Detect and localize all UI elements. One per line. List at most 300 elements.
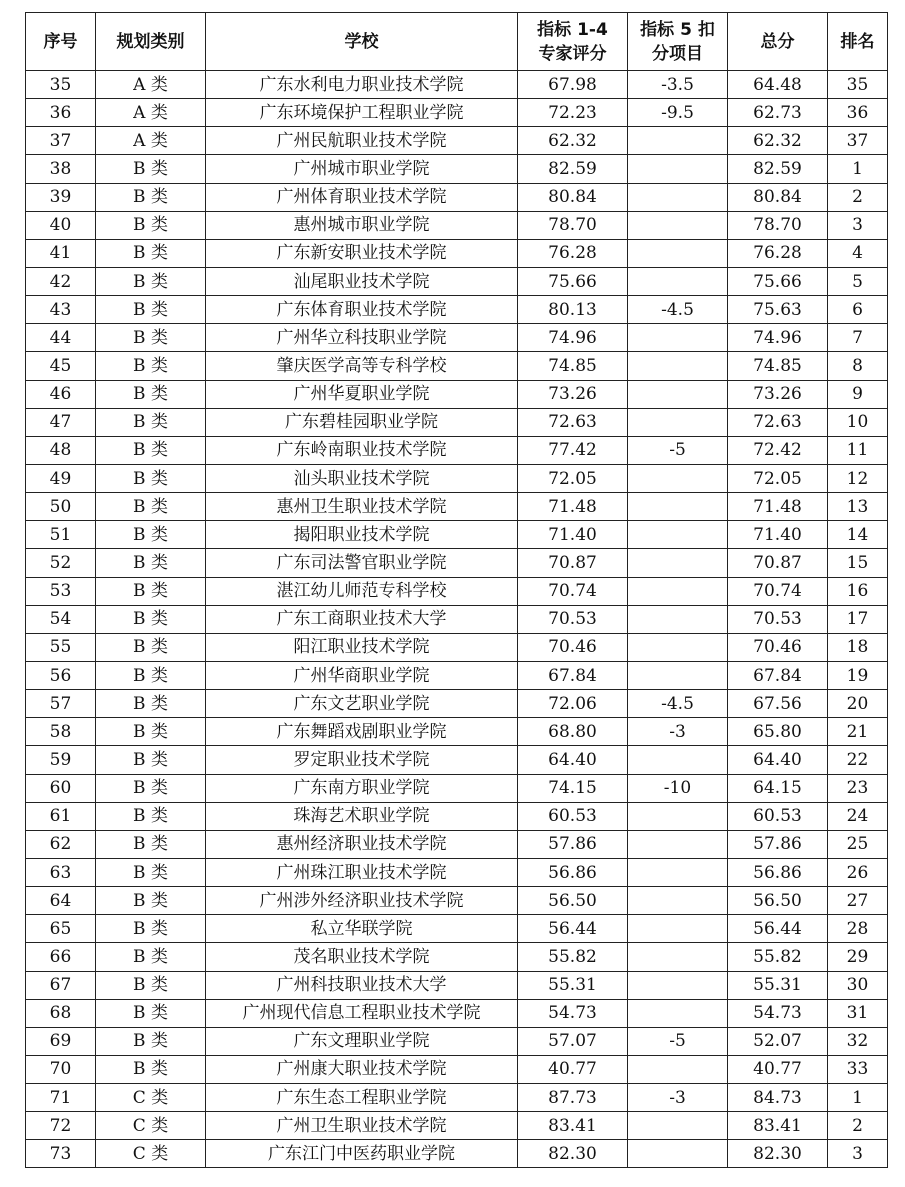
cell-school: 广州体育职业技术学院 xyxy=(206,183,518,211)
cell-score14: 80.13 xyxy=(518,296,628,324)
cell-deduct: -9.5 xyxy=(628,99,728,127)
cell-total: 83.41 xyxy=(728,1112,828,1140)
cell-deduct xyxy=(628,493,728,521)
cell-category: B 类 xyxy=(96,211,206,239)
table-row xyxy=(26,661,888,689)
cell-school: 广州华商职业学院 xyxy=(206,661,518,689)
cell-school: 广东司法警官职业学院 xyxy=(206,549,518,577)
cell-no: 58 xyxy=(26,718,96,746)
cell-school: 阳江职业技术学院 xyxy=(206,633,518,661)
cell-score14: 87.73 xyxy=(518,1084,628,1112)
cell-no: 68 xyxy=(26,999,96,1027)
table-row xyxy=(26,99,888,127)
cell-school: 罗定职业技术学院 xyxy=(206,746,518,774)
cell-total: 70.74 xyxy=(728,577,828,605)
cell-school: 茂名职业技术学院 xyxy=(206,943,518,971)
cell-total: 56.50 xyxy=(728,887,828,915)
cell-category: B 类 xyxy=(96,661,206,689)
cell-rank: 5 xyxy=(828,267,888,295)
cell-total: 82.30 xyxy=(728,1140,828,1168)
cell-total: 55.31 xyxy=(728,971,828,999)
cell-no: 46 xyxy=(26,380,96,408)
cell-no: 73 xyxy=(26,1140,96,1168)
cell-rank: 31 xyxy=(828,999,888,1027)
cell-school: 广州华立科技职业学院 xyxy=(206,324,518,352)
cell-deduct: -10 xyxy=(628,774,728,802)
cell-category: C 类 xyxy=(96,1084,206,1112)
cell-rank: 9 xyxy=(828,380,888,408)
table-row xyxy=(26,690,888,718)
header-score14-line2: 专家评分 xyxy=(538,43,607,64)
header-no: 序号 xyxy=(26,13,96,71)
table-row xyxy=(26,999,888,1027)
cell-school: 私立华联学院 xyxy=(206,915,518,943)
cell-school: 惠州经济职业技术学院 xyxy=(206,830,518,858)
cell-rank: 20 xyxy=(828,690,888,718)
cell-no: 66 xyxy=(26,943,96,971)
cell-no: 67 xyxy=(26,971,96,999)
table-row xyxy=(26,718,888,746)
cell-deduct xyxy=(628,464,728,492)
cell-deduct xyxy=(628,352,728,380)
cell-rank: 24 xyxy=(828,802,888,830)
cell-deduct xyxy=(628,521,728,549)
cell-rank: 14 xyxy=(828,521,888,549)
cell-score14: 82.30 xyxy=(518,1140,628,1168)
table-row xyxy=(26,493,888,521)
cell-category: B 类 xyxy=(96,549,206,577)
cell-score14: 71.40 xyxy=(518,521,628,549)
cell-no: 35 xyxy=(26,71,96,99)
cell-score14: 56.86 xyxy=(518,858,628,886)
header-score14 xyxy=(518,13,628,71)
cell-deduct xyxy=(628,380,728,408)
cell-category: B 类 xyxy=(96,999,206,1027)
cell-score14: 55.82 xyxy=(518,943,628,971)
cell-score14: 76.28 xyxy=(518,239,628,267)
cell-total: 40.77 xyxy=(728,1055,828,1083)
cell-rank: 18 xyxy=(828,633,888,661)
cell-category: A 类 xyxy=(96,99,206,127)
cell-school: 广东江门中医药职业学院 xyxy=(206,1140,518,1168)
cell-score14: 70.53 xyxy=(518,605,628,633)
cell-school: 揭阳职业技术学院 xyxy=(206,521,518,549)
cell-total: 75.66 xyxy=(728,267,828,295)
cell-deduct xyxy=(628,1112,728,1140)
cell-no: 39 xyxy=(26,183,96,211)
cell-category: B 类 xyxy=(96,830,206,858)
table-row xyxy=(26,1112,888,1140)
cell-score14: 72.63 xyxy=(518,408,628,436)
cell-deduct xyxy=(628,408,728,436)
table-row xyxy=(26,605,888,633)
cell-score14: 56.44 xyxy=(518,915,628,943)
cell-no: 63 xyxy=(26,858,96,886)
cell-total: 72.63 xyxy=(728,408,828,436)
cell-category: B 类 xyxy=(96,915,206,943)
cell-rank: 13 xyxy=(828,493,888,521)
cell-no: 51 xyxy=(26,521,96,549)
cell-score14: 78.70 xyxy=(518,211,628,239)
table-row xyxy=(26,1140,888,1168)
cell-rank: 3 xyxy=(828,1140,888,1168)
cell-category: B 类 xyxy=(96,943,206,971)
cell-school: 汕尾职业技术学院 xyxy=(206,267,518,295)
cell-rank: 6 xyxy=(828,296,888,324)
cell-score14: 70.74 xyxy=(518,577,628,605)
cell-score14: 67.98 xyxy=(518,71,628,99)
header-category: 规划类别 xyxy=(96,13,206,71)
table-row xyxy=(26,746,888,774)
header-deduct-line1: 指标 5 扣 xyxy=(640,19,715,40)
cell-school: 广州康大职业技术学院 xyxy=(206,1055,518,1083)
cell-score14: 72.06 xyxy=(518,690,628,718)
cell-school: 广东舞蹈戏剧职业学院 xyxy=(206,718,518,746)
cell-school: 珠海艺术职业学院 xyxy=(206,802,518,830)
header-deduct xyxy=(628,13,728,71)
table-row xyxy=(26,858,888,886)
cell-category: B 类 xyxy=(96,521,206,549)
cell-total: 73.26 xyxy=(728,380,828,408)
cell-score14: 74.96 xyxy=(518,324,628,352)
cell-rank: 17 xyxy=(828,605,888,633)
cell-category: B 类 xyxy=(96,464,206,492)
cell-no: 57 xyxy=(26,690,96,718)
cell-no: 60 xyxy=(26,774,96,802)
cell-category: B 类 xyxy=(96,408,206,436)
table-row xyxy=(26,183,888,211)
cell-school: 广东工商职业技术大学 xyxy=(206,605,518,633)
table-row xyxy=(26,408,888,436)
table-row xyxy=(26,802,888,830)
cell-total: 78.70 xyxy=(728,211,828,239)
cell-deduct xyxy=(628,155,728,183)
cell-total: 72.42 xyxy=(728,436,828,464)
cell-rank: 36 xyxy=(828,99,888,127)
table-row xyxy=(26,436,888,464)
cell-school: 广东文理职业学院 xyxy=(206,1027,518,1055)
table-row xyxy=(26,155,888,183)
cell-no: 70 xyxy=(26,1055,96,1083)
ranking-table xyxy=(25,12,888,1168)
cell-total: 56.44 xyxy=(728,915,828,943)
cell-no: 53 xyxy=(26,577,96,605)
cell-score14: 62.32 xyxy=(518,127,628,155)
cell-school: 广东水利电力职业技术学院 xyxy=(206,71,518,99)
cell-total: 70.87 xyxy=(728,549,828,577)
cell-deduct xyxy=(628,605,728,633)
cell-school: 广东南方职业学院 xyxy=(206,774,518,802)
table-row xyxy=(26,774,888,802)
cell-total: 64.48 xyxy=(728,71,828,99)
cell-total: 62.73 xyxy=(728,99,828,127)
cell-total: 57.86 xyxy=(728,830,828,858)
cell-no: 65 xyxy=(26,915,96,943)
cell-category: B 类 xyxy=(96,296,206,324)
cell-school: 广州城市职业学院 xyxy=(206,155,518,183)
table-row xyxy=(26,1027,888,1055)
cell-school: 汕头职业技术学院 xyxy=(206,464,518,492)
cell-rank: 1 xyxy=(828,1084,888,1112)
cell-category: B 类 xyxy=(96,577,206,605)
cell-no: 52 xyxy=(26,549,96,577)
cell-no: 45 xyxy=(26,352,96,380)
cell-rank: 16 xyxy=(828,577,888,605)
cell-school: 广东环境保护工程职业学院 xyxy=(206,99,518,127)
cell-deduct xyxy=(628,127,728,155)
cell-total: 67.56 xyxy=(728,690,828,718)
cell-total: 54.73 xyxy=(728,999,828,1027)
cell-total: 67.84 xyxy=(728,661,828,689)
cell-no: 72 xyxy=(26,1112,96,1140)
cell-school: 广东新安职业技术学院 xyxy=(206,239,518,267)
header-row xyxy=(26,13,888,71)
cell-category: B 类 xyxy=(96,887,206,915)
cell-rank: 37 xyxy=(828,127,888,155)
cell-score14: 70.46 xyxy=(518,633,628,661)
cell-deduct xyxy=(628,267,728,295)
cell-category: B 类 xyxy=(96,605,206,633)
cell-total: 80.84 xyxy=(728,183,828,211)
cell-total: 82.59 xyxy=(728,155,828,183)
table-row xyxy=(26,521,888,549)
cell-category: B 类 xyxy=(96,746,206,774)
cell-score14: 64.40 xyxy=(518,746,628,774)
cell-rank: 28 xyxy=(828,915,888,943)
cell-deduct xyxy=(628,971,728,999)
cell-total: 74.85 xyxy=(728,352,828,380)
cell-rank: 27 xyxy=(828,887,888,915)
cell-rank: 7 xyxy=(828,324,888,352)
cell-no: 38 xyxy=(26,155,96,183)
cell-no: 54 xyxy=(26,605,96,633)
cell-deduct xyxy=(628,802,728,830)
cell-total: 74.96 xyxy=(728,324,828,352)
cell-school: 广东生态工程职业学院 xyxy=(206,1084,518,1112)
cell-category: B 类 xyxy=(96,380,206,408)
cell-rank: 10 xyxy=(828,408,888,436)
table-body xyxy=(26,71,888,1168)
cell-category: B 类 xyxy=(96,239,206,267)
cell-deduct: -5 xyxy=(628,436,728,464)
cell-rank: 15 xyxy=(828,549,888,577)
cell-no: 36 xyxy=(26,99,96,127)
cell-score14: 72.23 xyxy=(518,99,628,127)
cell-deduct: -3 xyxy=(628,1084,728,1112)
cell-total: 71.40 xyxy=(728,521,828,549)
cell-total: 56.86 xyxy=(728,858,828,886)
cell-no: 44 xyxy=(26,324,96,352)
cell-score14: 82.59 xyxy=(518,155,628,183)
cell-total: 70.53 xyxy=(728,605,828,633)
cell-deduct xyxy=(628,183,728,211)
cell-deduct xyxy=(628,887,728,915)
cell-deduct: -3.5 xyxy=(628,71,728,99)
cell-category: B 类 xyxy=(96,324,206,352)
table-row xyxy=(26,943,888,971)
cell-score14: 75.66 xyxy=(518,267,628,295)
cell-rank: 33 xyxy=(828,1055,888,1083)
cell-school: 惠州城市职业学院 xyxy=(206,211,518,239)
cell-score14: 72.05 xyxy=(518,464,628,492)
cell-score14: 56.50 xyxy=(518,887,628,915)
cell-deduct xyxy=(628,549,728,577)
cell-no: 69 xyxy=(26,1027,96,1055)
header-rank: 排名 xyxy=(828,13,888,71)
cell-school: 肇庆医学高等专科学校 xyxy=(206,352,518,380)
cell-score14: 77.42 xyxy=(518,436,628,464)
cell-category: A 类 xyxy=(96,127,206,155)
cell-no: 50 xyxy=(26,493,96,521)
cell-no: 41 xyxy=(26,239,96,267)
cell-category: B 类 xyxy=(96,774,206,802)
cell-school: 广东岭南职业技术学院 xyxy=(206,436,518,464)
cell-rank: 3 xyxy=(828,211,888,239)
table-row xyxy=(26,267,888,295)
cell-deduct xyxy=(628,858,728,886)
cell-rank: 2 xyxy=(828,1112,888,1140)
cell-deduct xyxy=(628,1140,728,1168)
cell-category: B 类 xyxy=(96,1027,206,1055)
cell-category: B 类 xyxy=(96,352,206,380)
cell-score14: 74.85 xyxy=(518,352,628,380)
cell-rank: 12 xyxy=(828,464,888,492)
cell-rank: 26 xyxy=(828,858,888,886)
cell-total: 75.63 xyxy=(728,296,828,324)
cell-school: 广州民航职业技术学院 xyxy=(206,127,518,155)
cell-rank: 22 xyxy=(828,746,888,774)
cell-deduct xyxy=(628,324,728,352)
cell-no: 61 xyxy=(26,802,96,830)
cell-total: 76.28 xyxy=(728,239,828,267)
table-row xyxy=(26,971,888,999)
cell-category: B 类 xyxy=(96,493,206,521)
cell-score14: 57.86 xyxy=(518,830,628,858)
table-row xyxy=(26,127,888,155)
cell-rank: 23 xyxy=(828,774,888,802)
header-total: 总分 xyxy=(728,13,828,71)
cell-school: 广州现代信息工程职业技术学院 xyxy=(206,999,518,1027)
cell-deduct xyxy=(628,999,728,1027)
cell-score14: 71.48 xyxy=(518,493,628,521)
cell-deduct xyxy=(628,661,728,689)
cell-score14: 40.77 xyxy=(518,1055,628,1083)
cell-category: B 类 xyxy=(96,155,206,183)
cell-total: 64.40 xyxy=(728,746,828,774)
cell-deduct xyxy=(628,577,728,605)
cell-no: 49 xyxy=(26,464,96,492)
cell-deduct xyxy=(628,211,728,239)
cell-score14: 83.41 xyxy=(518,1112,628,1140)
cell-total: 84.73 xyxy=(728,1084,828,1112)
cell-deduct xyxy=(628,1055,728,1083)
cell-score14: 57.07 xyxy=(518,1027,628,1055)
cell-no: 43 xyxy=(26,296,96,324)
cell-no: 37 xyxy=(26,127,96,155)
header-deduct-line2: 分项目 xyxy=(652,43,703,64)
cell-score14: 55.31 xyxy=(518,971,628,999)
cell-category: B 类 xyxy=(96,971,206,999)
table-row xyxy=(26,633,888,661)
cell-rank: 4 xyxy=(828,239,888,267)
table-row xyxy=(26,352,888,380)
cell-category: B 类 xyxy=(96,267,206,295)
cell-total: 55.82 xyxy=(728,943,828,971)
cell-school: 广东文艺职业学院 xyxy=(206,690,518,718)
cell-rank: 21 xyxy=(828,718,888,746)
cell-no: 62 xyxy=(26,830,96,858)
cell-school: 广州科技职业技术大学 xyxy=(206,971,518,999)
cell-school: 广东碧桂园职业学院 xyxy=(206,408,518,436)
table-row xyxy=(26,296,888,324)
cell-category: C 类 xyxy=(96,1112,206,1140)
cell-category: B 类 xyxy=(96,1055,206,1083)
cell-total: 71.48 xyxy=(728,493,828,521)
table-row xyxy=(26,211,888,239)
cell-rank: 29 xyxy=(828,943,888,971)
cell-score14: 67.84 xyxy=(518,661,628,689)
cell-no: 42 xyxy=(26,267,96,295)
cell-deduct xyxy=(628,915,728,943)
cell-rank: 11 xyxy=(828,436,888,464)
cell-rank: 2 xyxy=(828,183,888,211)
cell-school: 广东体育职业技术学院 xyxy=(206,296,518,324)
table-row xyxy=(26,239,888,267)
cell-school: 广州华夏职业学院 xyxy=(206,380,518,408)
cell-deduct: -3 xyxy=(628,718,728,746)
cell-score14: 68.80 xyxy=(518,718,628,746)
cell-rank: 8 xyxy=(828,352,888,380)
cell-school: 惠州卫生职业技术学院 xyxy=(206,493,518,521)
table-row xyxy=(26,915,888,943)
cell-no: 56 xyxy=(26,661,96,689)
cell-category: B 类 xyxy=(96,718,206,746)
cell-school: 广州涉外经济职业技术学院 xyxy=(206,887,518,915)
table-row xyxy=(26,887,888,915)
cell-no: 48 xyxy=(26,436,96,464)
table-row xyxy=(26,464,888,492)
cell-total: 52.07 xyxy=(728,1027,828,1055)
cell-score14: 74.15 xyxy=(518,774,628,802)
cell-no: 47 xyxy=(26,408,96,436)
cell-no: 59 xyxy=(26,746,96,774)
cell-rank: 25 xyxy=(828,830,888,858)
cell-total: 64.15 xyxy=(728,774,828,802)
cell-category: B 类 xyxy=(96,802,206,830)
cell-score14: 70.87 xyxy=(518,549,628,577)
cell-deduct xyxy=(628,830,728,858)
cell-school: 广州卫生职业技术学院 xyxy=(206,1112,518,1140)
cell-total: 62.32 xyxy=(728,127,828,155)
cell-rank: 1 xyxy=(828,155,888,183)
table-row xyxy=(26,71,888,99)
cell-no: 40 xyxy=(26,211,96,239)
cell-no: 64 xyxy=(26,887,96,915)
cell-category: B 类 xyxy=(96,436,206,464)
cell-total: 65.80 xyxy=(728,718,828,746)
table-row xyxy=(26,1055,888,1083)
cell-category: B 类 xyxy=(96,858,206,886)
cell-score14: 60.53 xyxy=(518,802,628,830)
cell-deduct xyxy=(628,943,728,971)
header-school: 学校 xyxy=(206,13,518,71)
table-row xyxy=(26,549,888,577)
cell-score14: 54.73 xyxy=(518,999,628,1027)
cell-school: 广州珠江职业技术学院 xyxy=(206,858,518,886)
cell-total: 70.46 xyxy=(728,633,828,661)
table-row xyxy=(26,324,888,352)
header-score14-line1: 指标 1-4 xyxy=(537,19,608,40)
